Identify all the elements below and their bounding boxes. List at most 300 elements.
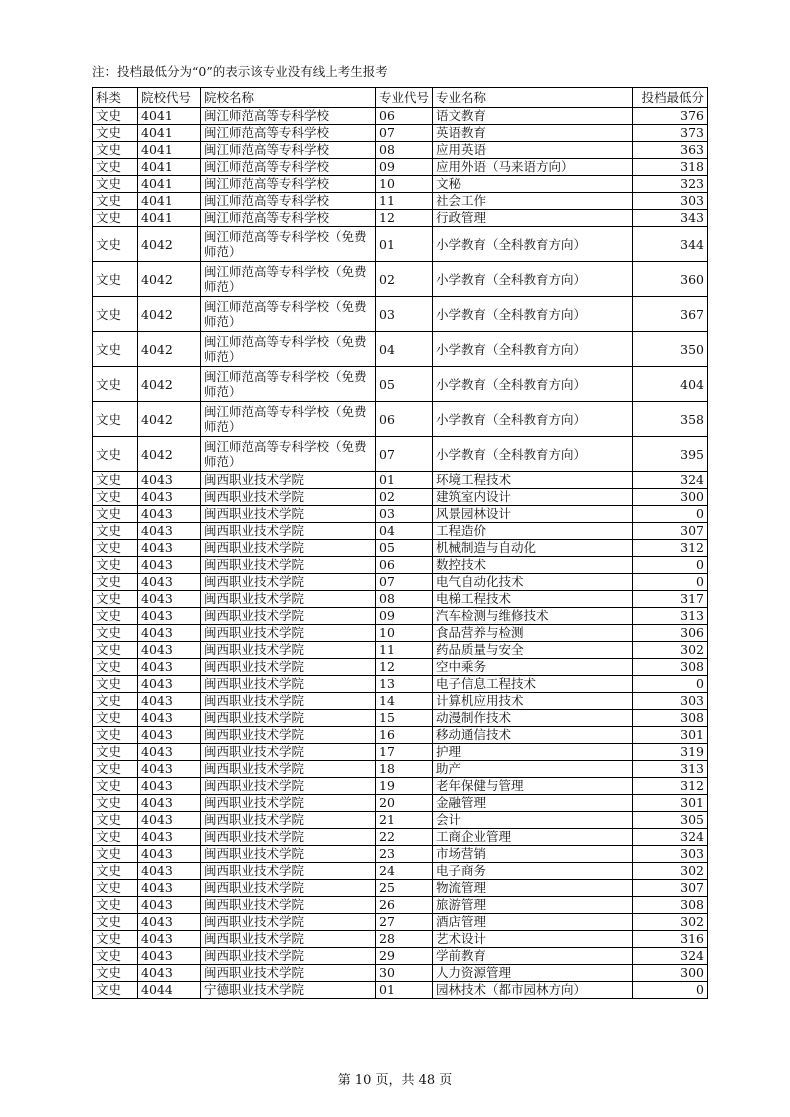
table-row [93,193,708,210]
cell-school-code: 4041 [138,108,201,125]
cell-school-code: 4043 [138,625,201,642]
cell-school-code: 4042 [138,332,201,367]
cell-major-code: 20 [376,795,433,812]
cell-school-code: 4043 [138,880,201,897]
cell-major-code: 27 [376,914,433,931]
cell-category: 文史 [93,727,138,744]
cell-school-code: 4043 [138,761,201,778]
cell-category: 文史 [93,659,138,676]
table-row [93,608,708,625]
cell-min-score: 319 [633,744,708,761]
cell-major-code: 22 [376,829,433,846]
cell-school-code: 4043 [138,897,201,914]
cell-school-name: 闽江师范高等专科学校 [201,142,376,159]
cell-school-code: 4043 [138,914,201,931]
cell-major-name: 动漫制作技术 [433,710,633,727]
cell-major-code: 13 [376,676,433,693]
cell-min-score: 302 [633,642,708,659]
cell-min-score: 404 [633,367,708,402]
cell-school-name: 闽西职业技术学院 [201,778,376,795]
cell-major-code: 25 [376,880,433,897]
cell-school-name: 闽西职业技术学院 [201,659,376,676]
cell-category: 文史 [93,108,138,125]
cell-school-name: 闽西职业技术学院 [201,880,376,897]
cell-category: 文史 [93,227,138,262]
cell-major-name: 老年保健与管理 [433,778,633,795]
cell-min-score: 307 [633,880,708,897]
cell-school-name: 闽西职业技术学院 [201,540,376,557]
cell-school-name: 闽西职业技术学院 [201,727,376,744]
table-row [93,210,708,227]
cell-school-name: 闽西职业技术学院 [201,642,376,659]
table-row [93,642,708,659]
table-row [93,625,708,642]
cell-category: 文史 [93,297,138,332]
cell-category: 文史 [93,489,138,506]
cell-school-code: 4043 [138,948,201,965]
cell-school-name: 闽江师范高等专科学校 [201,210,376,227]
table-row [93,863,708,880]
table-row [93,948,708,965]
cell-min-score: 312 [633,540,708,557]
header-category: 科类 [93,88,138,108]
cell-min-score: 324 [633,829,708,846]
cell-major-name: 小学教育（全科教育方向） [433,297,633,332]
cell-school-code: 4041 [138,176,201,193]
table-row [93,367,708,402]
table-row [93,142,708,159]
cell-school-code: 4043 [138,744,201,761]
table-row [93,795,708,812]
table-row [93,125,708,142]
cell-major-name: 工程造价 [433,523,633,540]
table-row [93,744,708,761]
cell-min-score: 318 [633,159,708,176]
cell-major-name: 汽车检测与维修技术 [433,608,633,625]
table-row [93,727,708,744]
cell-school-code: 4043 [138,574,201,591]
cell-school-code: 4041 [138,142,201,159]
cell-school-code: 4043 [138,795,201,812]
cell-category: 文史 [93,897,138,914]
cell-category: 文史 [93,193,138,210]
cell-category: 文史 [93,176,138,193]
cell-min-score: 395 [633,437,708,472]
cell-min-score: 363 [633,142,708,159]
cell-major-code: 01 [376,982,433,999]
table-row [93,897,708,914]
table-header-row [93,88,708,108]
table-row [93,676,708,693]
cell-school-code: 4043 [138,778,201,795]
cell-category: 文史 [93,795,138,812]
cell-category: 文史 [93,506,138,523]
table-row [93,297,708,332]
cell-major-code: 24 [376,863,433,880]
table-row [93,846,708,863]
cell-category: 文史 [93,846,138,863]
cell-school-code: 4043 [138,710,201,727]
cell-school-name: 闽西职业技术学院 [201,591,376,608]
cell-category: 文史 [93,625,138,642]
cell-min-score: 301 [633,727,708,744]
cell-school-code: 4043 [138,591,201,608]
cell-major-name: 艺术设计 [433,931,633,948]
cell-school-name: 闽江师范高等专科学校（免费师范） [201,437,376,472]
cell-school-code: 4043 [138,965,201,982]
table-row [93,965,708,982]
cell-major-code: 09 [376,159,433,176]
cell-school-name: 宁德职业技术学院 [201,982,376,999]
cell-min-score: 367 [633,297,708,332]
cell-major-name: 酒店管理 [433,914,633,931]
cell-school-code: 4042 [138,297,201,332]
cell-school-code: 4043 [138,659,201,676]
table-row [93,914,708,931]
cell-school-name: 闽西职业技术学院 [201,761,376,778]
cell-school-name: 闽西职业技术学院 [201,846,376,863]
table-row [93,108,708,125]
cell-category: 文史 [93,948,138,965]
cell-min-score: 317 [633,591,708,608]
cell-major-code: 03 [376,506,433,523]
table-row [93,262,708,297]
cell-school-name: 闽江师范高等专科学校 [201,159,376,176]
cell-school-name: 闽西职业技术学院 [201,965,376,982]
cell-major-name: 小学教育（全科教育方向） [433,367,633,402]
cell-major-code: 05 [376,367,433,402]
cell-major-code: 21 [376,812,433,829]
cell-major-code: 12 [376,659,433,676]
cell-school-name: 闽江师范高等专科学校 [201,176,376,193]
cell-major-name: 机械制造与自动化 [433,540,633,557]
cell-school-name: 闽西职业技术学院 [201,863,376,880]
cell-min-score: 302 [633,863,708,880]
table-row [93,557,708,574]
cell-school-name: 闽西职业技术学院 [201,710,376,727]
cell-school-name: 闽西职业技术学院 [201,625,376,642]
cell-school-code: 4042 [138,367,201,402]
page-footer: 第 10 页，共 48 页 [337,1073,453,1088]
cell-major-name: 文秘 [433,176,633,193]
cell-school-name: 闽西职业技术学院 [201,948,376,965]
cell-school-name: 闽西职业技术学院 [201,795,376,812]
cell-major-code: 02 [376,489,433,506]
cell-min-score: 0 [633,982,708,999]
table-row [93,523,708,540]
cell-major-name: 空中乘务 [433,659,633,676]
table-row [93,710,708,727]
cell-min-score: 305 [633,812,708,829]
cell-major-name: 人力资源管理 [433,965,633,982]
cell-school-code: 4043 [138,489,201,506]
cell-category: 文史 [93,710,138,727]
cell-major-name: 移动通信技术 [433,727,633,744]
table-row [93,540,708,557]
cell-major-code: 05 [376,540,433,557]
cell-major-code: 01 [376,472,433,489]
cell-major-code: 09 [376,608,433,625]
cell-school-code: 4043 [138,523,201,540]
cell-major-code: 07 [376,437,433,472]
cell-category: 文史 [93,159,138,176]
cell-major-code: 03 [376,297,433,332]
cell-school-code: 4043 [138,642,201,659]
table-row [93,506,708,523]
cell-major-code: 18 [376,761,433,778]
cell-school-name: 闽西职业技术学院 [201,506,376,523]
cell-major-code: 07 [376,125,433,142]
cell-major-code: 12 [376,210,433,227]
cell-category: 文史 [93,472,138,489]
header-school-code: 院校代号 [138,88,201,108]
cell-category: 文史 [93,557,138,574]
header-major-name: 专业名称 [433,88,633,108]
cell-school-name: 闽西职业技术学院 [201,608,376,625]
cell-min-score: 0 [633,557,708,574]
cell-major-name: 市场营销 [433,846,633,863]
cell-school-code: 4043 [138,472,201,489]
cell-major-code: 11 [376,193,433,210]
cell-min-score: 350 [633,332,708,367]
cell-school-name: 闽西职业技术学院 [201,812,376,829]
cell-school-name: 闽西职业技术学院 [201,693,376,710]
cell-school-name: 闽江师范高等专科学校 [201,125,376,142]
cell-school-code: 4042 [138,262,201,297]
cell-min-score: 301 [633,795,708,812]
cell-category: 文史 [93,142,138,159]
cell-school-code: 4044 [138,982,201,999]
table-row [93,693,708,710]
table-row [93,437,708,472]
cell-school-code: 4043 [138,506,201,523]
cell-school-name: 闽西职业技术学院 [201,897,376,914]
cell-school-code: 4043 [138,812,201,829]
cell-category: 文史 [93,125,138,142]
cell-school-code: 4043 [138,846,201,863]
cell-category: 文史 [93,761,138,778]
cell-school-code: 4043 [138,931,201,948]
cell-major-name: 计算机应用技术 [433,693,633,710]
cell-major-name: 金融管理 [433,795,633,812]
cell-major-name: 小学教育（全科教育方向） [433,227,633,262]
cell-major-code: 19 [376,778,433,795]
cell-min-score: 308 [633,659,708,676]
cell-school-code: 4043 [138,676,201,693]
table-row [93,591,708,608]
cell-major-name: 小学教育（全科教育方向） [433,437,633,472]
cell-major-code: 01 [376,227,433,262]
cell-major-name: 电子信息工程技术 [433,676,633,693]
cell-major-code: 10 [376,176,433,193]
cell-major-name: 小学教育（全科教育方向） [433,262,633,297]
cell-major-code: 11 [376,642,433,659]
cell-school-name: 闽江师范高等专科学校（免费师范） [201,262,376,297]
cell-min-score: 300 [633,489,708,506]
cell-major-name: 环境工程技术 [433,472,633,489]
cell-category: 文史 [93,332,138,367]
cell-category: 文史 [93,591,138,608]
cell-major-name: 工商企业管理 [433,829,633,846]
cell-min-score: 0 [633,574,708,591]
cell-category: 文史 [93,540,138,557]
cell-major-name: 护理 [433,744,633,761]
cell-min-score: 376 [633,108,708,125]
cell-major-code: 28 [376,931,433,948]
cell-school-code: 4041 [138,193,201,210]
cell-major-name: 药品质量与安全 [433,642,633,659]
cell-min-score: 308 [633,897,708,914]
cell-school-code: 4043 [138,608,201,625]
cell-school-code: 4043 [138,829,201,846]
cell-school-code: 4041 [138,210,201,227]
cell-min-score: 358 [633,402,708,437]
cell-major-name: 小学教育（全科教育方向） [433,332,633,367]
table-row [93,574,708,591]
cell-major-name: 风景园林设计 [433,506,633,523]
cell-major-name: 英语教育 [433,125,633,142]
cell-min-score: 312 [633,778,708,795]
cell-major-name: 园林技术（都市园林方向） [433,982,633,999]
cell-major-code: 02 [376,262,433,297]
cell-min-score: 307 [633,523,708,540]
table-row [93,778,708,795]
cell-major-name: 建筑室内设计 [433,489,633,506]
table-row [93,176,708,193]
cell-min-score: 303 [633,693,708,710]
table-row [93,227,708,262]
cell-min-score: 344 [633,227,708,262]
cell-category: 文史 [93,608,138,625]
cell-major-code: 16 [376,727,433,744]
cell-major-name: 数控技术 [433,557,633,574]
cell-school-name: 闽西职业技术学院 [201,523,376,540]
cell-category: 文史 [93,778,138,795]
cell-category: 文史 [93,402,138,437]
cell-school-code: 4041 [138,159,201,176]
table-row [93,472,708,489]
cell-school-name: 闽西职业技术学院 [201,829,376,846]
table-note: 注：投档最低分为“0”的表示该专业没有线上考生报考 [92,64,388,79]
cell-category: 文史 [93,829,138,846]
cell-school-name: 闽西职业技术学院 [201,472,376,489]
header-min-score: 投档最低分 [633,88,708,108]
cell-category: 文史 [93,574,138,591]
cell-min-score: 323 [633,176,708,193]
cell-school-name: 闽西职业技术学院 [201,676,376,693]
cell-major-name: 语文教育 [433,108,633,125]
cell-school-code: 4042 [138,227,201,262]
header-major-code: 专业代号 [376,88,433,108]
cell-school-name: 闽西职业技术学院 [201,574,376,591]
cell-min-score: 303 [633,846,708,863]
cell-category: 文史 [93,676,138,693]
cell-school-code: 4041 [138,125,201,142]
cell-major-name: 社会工作 [433,193,633,210]
cell-min-score: 324 [633,948,708,965]
cell-category: 文史 [93,523,138,540]
cell-school-code: 4043 [138,863,201,880]
table-row [93,880,708,897]
header-school-name: 院校名称 [201,88,376,108]
cell-category: 文史 [93,693,138,710]
table-row [93,829,708,846]
cell-major-name: 电梯工程技术 [433,591,633,608]
cell-major-code: 06 [376,557,433,574]
table-row [93,761,708,778]
table-row [93,982,708,999]
cell-school-name: 闽江师范高等专科学校（免费师范） [201,367,376,402]
cell-major-code: 06 [376,108,433,125]
cell-school-name: 闽江师范高等专科学校 [201,108,376,125]
cell-major-code: 26 [376,897,433,914]
cell-major-code: 29 [376,948,433,965]
cell-school-code: 4043 [138,693,201,710]
cell-major-code: 04 [376,332,433,367]
cell-major-name: 旅游管理 [433,897,633,914]
cell-school-name: 闽江师范高等专科学校（免费师范） [201,402,376,437]
cell-category: 文史 [93,437,138,472]
cell-min-score: 360 [633,262,708,297]
cell-school-name: 闽西职业技术学院 [201,931,376,948]
cell-category: 文史 [93,863,138,880]
cell-major-code: 10 [376,625,433,642]
cell-category: 文史 [93,367,138,402]
cell-min-score: 343 [633,210,708,227]
table-row [93,159,708,176]
cell-category: 文史 [93,262,138,297]
cell-major-name: 应用外语（马来语方向） [433,159,633,176]
cell-major-name: 学前教育 [433,948,633,965]
cell-category: 文史 [93,982,138,999]
table-row [93,332,708,367]
cell-category: 文史 [93,210,138,227]
cell-school-name: 闽江师范高等专科学校（免费师范） [201,227,376,262]
cell-category: 文史 [93,931,138,948]
cell-major-name: 食品营养与检测 [433,625,633,642]
cell-min-score: 300 [633,965,708,982]
cell-min-score: 313 [633,761,708,778]
cell-major-name: 电气自动化技术 [433,574,633,591]
cell-major-name: 电子商务 [433,863,633,880]
cell-major-name: 物流管理 [433,880,633,897]
table-row [93,489,708,506]
cell-school-code: 4043 [138,557,201,574]
cell-school-name: 闽西职业技术学院 [201,557,376,574]
cell-min-score: 308 [633,710,708,727]
cell-school-name: 闽江师范高等专科学校（免费师范） [201,297,376,332]
table-row [93,402,708,437]
cell-school-code: 4042 [138,402,201,437]
cell-major-name: 会计 [433,812,633,829]
cell-category: 文史 [93,880,138,897]
cell-min-score: 313 [633,608,708,625]
cell-major-code: 23 [376,846,433,863]
table-row [93,659,708,676]
cell-major-code: 07 [376,574,433,591]
table-row [93,931,708,948]
cell-school-name: 闽西职业技术学院 [201,744,376,761]
cell-school-code: 4043 [138,727,201,744]
cell-category: 文史 [93,965,138,982]
cell-major-name: 助产 [433,761,633,778]
cell-min-score: 0 [633,506,708,523]
cell-school-name: 闽西职业技术学院 [201,914,376,931]
cell-min-score: 0 [633,676,708,693]
cell-min-score: 324 [633,472,708,489]
cell-category: 文史 [93,812,138,829]
cell-major-code: 04 [376,523,433,540]
